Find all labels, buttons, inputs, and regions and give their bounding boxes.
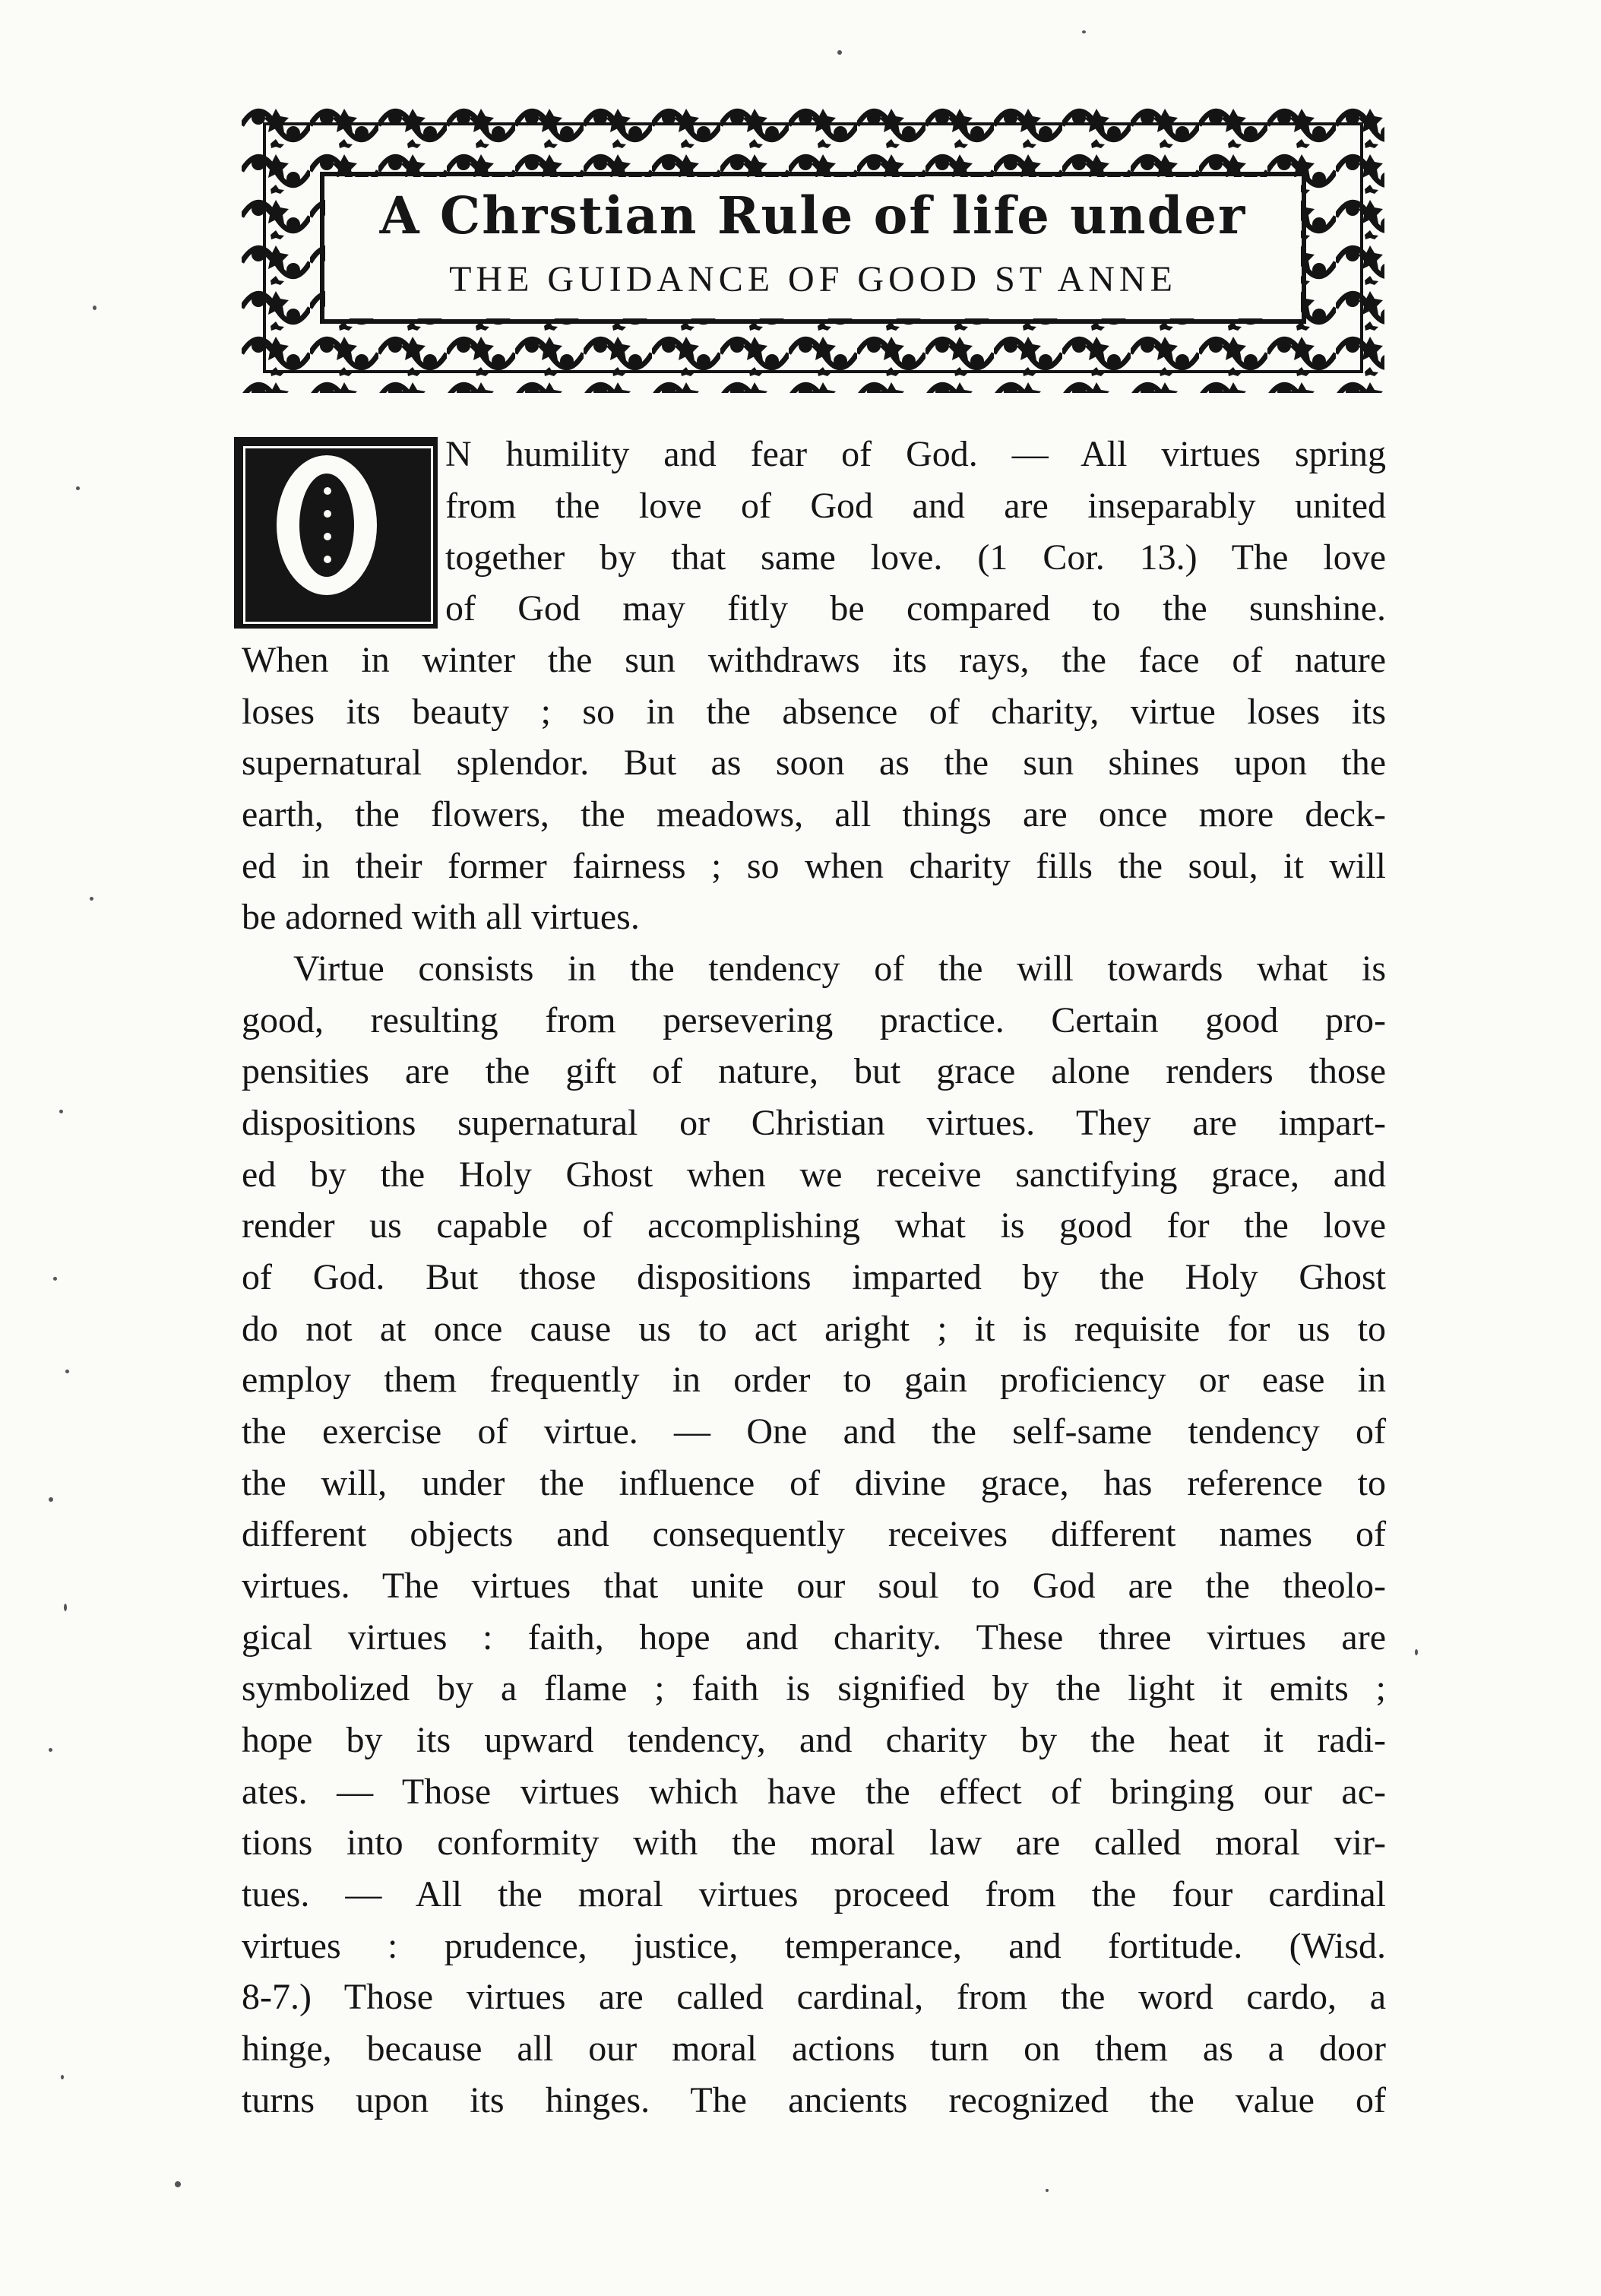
text-line: render us capable of accomplishing what is good for the love bbox=[242, 1205, 1386, 1246]
text-line: Virtue consists in the tendency of the will towards what is bbox=[293, 948, 1386, 989]
text-line: the exercise of virtue. — One and the self-same tendency of bbox=[242, 1411, 1386, 1452]
text-line: dispositions supernatural or Christian virtues. They are impart- bbox=[242, 1103, 1386, 1143]
text-line: hinge, because all our moral actions turn on them as a door bbox=[242, 2028, 1386, 2069]
drop-cap-letter bbox=[234, 437, 235, 438]
text-line: ed in their former fairness ; so when charity fills the soul, it will bbox=[242, 846, 1386, 886]
header-title-panel bbox=[325, 177, 1301, 318]
drop-cap-o bbox=[234, 437, 438, 629]
text-line: together by that same love. (1 Cor. 13.) The love bbox=[445, 537, 1386, 578]
text-line: 8-7.) Those virtues are called cardinal, from the word cardo, a bbox=[242, 1977, 1386, 2017]
text-line: N humility and fear of God. — All virtues spring bbox=[445, 434, 1386, 474]
text-line: from the love of God and are inseparably united bbox=[445, 486, 1386, 526]
text-line: of God may fitly be compared to the sunshine. bbox=[445, 588, 1386, 629]
page-title: A Chrstian Rule of life under bbox=[379, 185, 1247, 245]
text-line: symbolized by a flame ; faith is signified by the light it emits ; bbox=[242, 1668, 1386, 1709]
text-line: turns upon its hinges. The ancients recognized the value of bbox=[242, 2080, 1386, 2120]
page-subtitle: THE GUIDANCE OF GOOD ST ANNE bbox=[449, 259, 1177, 299]
text-line: the will, under the influence of divine grace, has reference to bbox=[242, 1463, 1386, 1503]
text-line: gical virtues : faith, hope and charity. These three virtues are bbox=[242, 1617, 1386, 1658]
text-line: loses its beauty ; so in the absence of charity, virtue loses its bbox=[242, 692, 1386, 732]
text-line: of God. But those dispositions imparted by the Holy Ghost bbox=[242, 1257, 1386, 1297]
text-line: tions into conformity with the moral law are called moral vir- bbox=[242, 1823, 1386, 1863]
text-line: supernatural splendor. But as soon as the sun shines upon the bbox=[242, 743, 1386, 783]
text-line: earth, the flowers, the meadows, all things are once more deck- bbox=[242, 794, 1386, 834]
text-line: different objects and consequently receives different names of bbox=[242, 1514, 1386, 1554]
text-line: virtues : prudence, justice, temperance, and fortitude. (Wisd. bbox=[242, 1926, 1386, 1966]
text-line: ed by the Holy Ghost when we receive sanctifying grace, and bbox=[242, 1154, 1386, 1195]
text-line: employ them frequently in order to gain proficiency or ease in bbox=[242, 1360, 1386, 1400]
header-ornament bbox=[242, 103, 1384, 393]
text-line: good, resulting from persevering practice. Certain good pro- bbox=[242, 1000, 1386, 1040]
text-line: hope by its upward tendency, and charity by the heat it radi- bbox=[242, 1720, 1386, 1760]
text-line: pensities are the gift of nature, but grace alone renders those bbox=[242, 1051, 1386, 1091]
text-line: be adorned with all virtues. bbox=[242, 897, 640, 937]
text-line: virtues. The virtues that unite our soul to God are the theolo- bbox=[242, 1566, 1386, 1606]
text-line: do not at once cause us to act aright ; it is requisite for us to bbox=[242, 1309, 1386, 1349]
text-line: When in winter the sun withdraws its rays, the face of nature bbox=[242, 640, 1386, 680]
text-line: tues. — All the moral virtues proceed from the four cardinal bbox=[242, 1874, 1386, 1914]
text-line: ates. — Those virtues which have the effect of bringing our ac- bbox=[242, 1772, 1386, 1812]
